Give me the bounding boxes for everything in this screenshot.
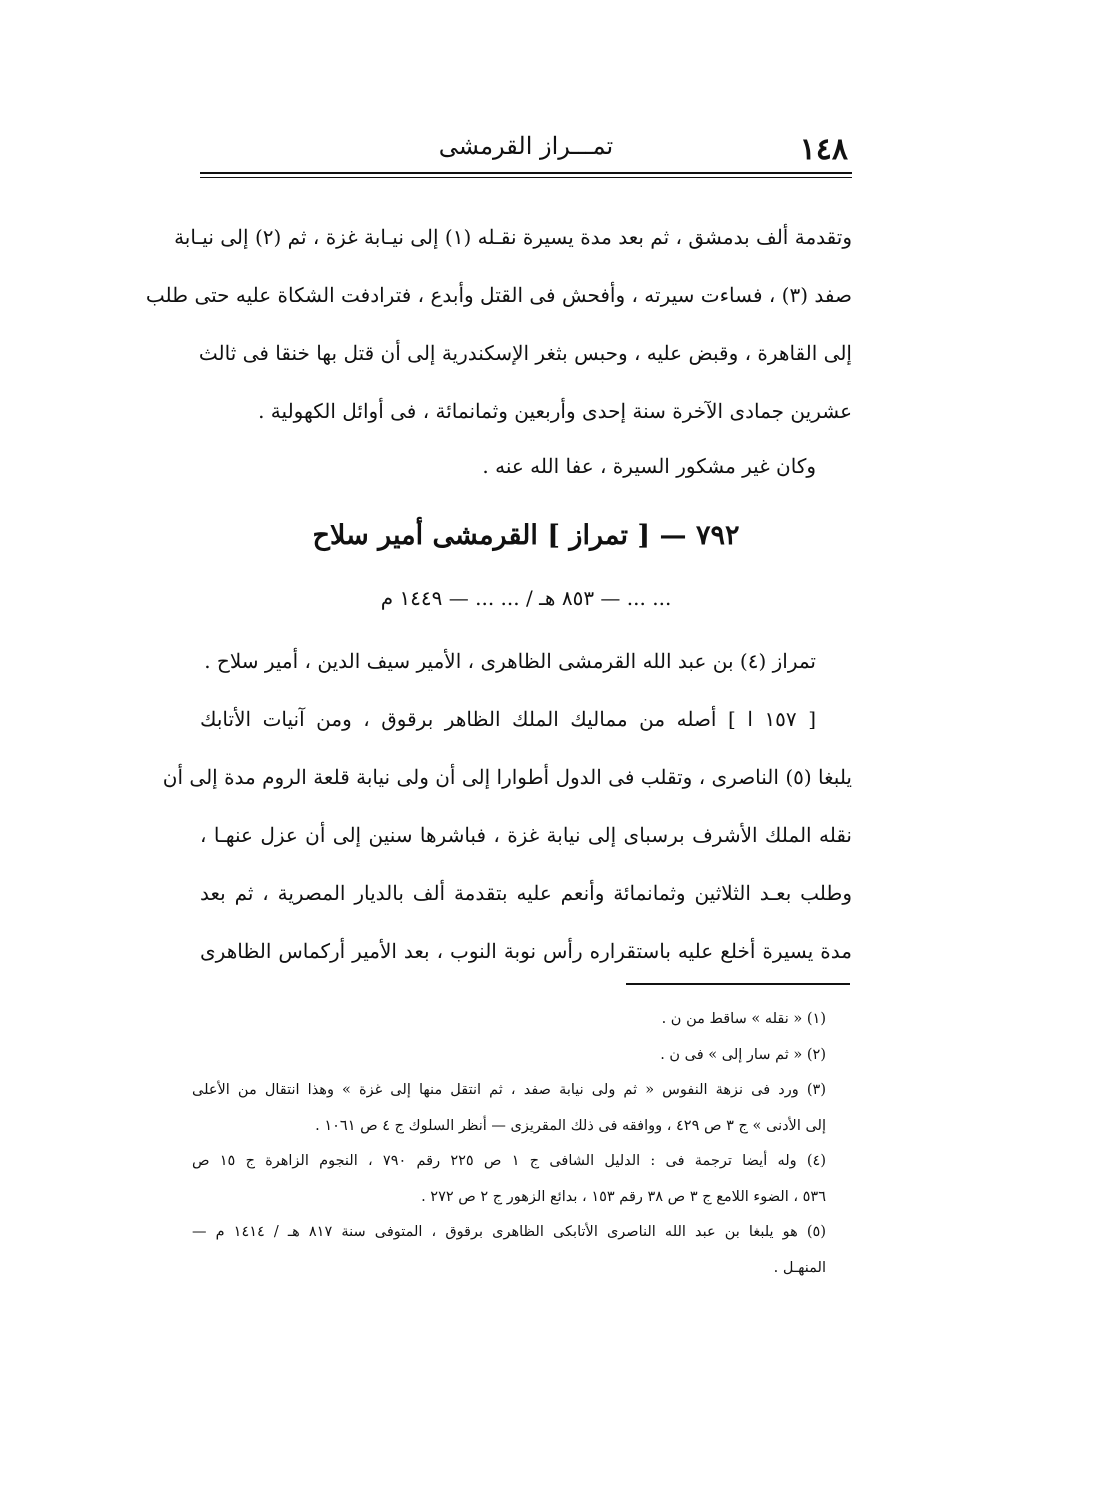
footnote-line: (١) « نقله » ساقط من ن . <box>661 1011 826 1027</box>
text-line: إلى القاهرة ، وقبض عليه ، وحبس بثغر الإسكندرية إلى أن قتل بها خنقا فى ثالث <box>198 341 852 365</box>
footnotes <box>192 1002 826 1286</box>
footnote-line: إلى الأدنى » ج ٣ ص ٤٢٩ ، ووافقه فى ذلك المقريزى — أنظر السلوك ج ٤ ص ١٠٦١ . <box>315 1117 826 1134</box>
running-header <box>200 120 852 172</box>
text-line: وكان غير مشكور السيرة ، عفا الله عنه . <box>482 454 816 478</box>
text-line: تمراز (٤) بن عبد الله القرمشى الظاهرى ، الأمير سيف الدين ، أمير سلاح . <box>204 649 816 673</box>
text-line: مدة يسيرة أخلع عليه باستقراره رأس نوبة النوب ، بعد الأمير أركماس الظاهرى <box>200 939 852 963</box>
text-line: عشرين جمادى الآخرة سنة إحدى وأربعين وثمانمائة ، فى أوائل الكهولية . <box>258 399 852 423</box>
footnote-separator <box>626 983 850 985</box>
intro-paragraph <box>145 208 852 440</box>
text-line: [ ١٥٧ ا ] أصله من مماليك الملك الظاهر برقوق ، ومن آنيات الأتابك <box>200 707 816 731</box>
entry-heading: ٧٩٢ — [ تمراز ] القرمشى أمير سلاح <box>312 520 740 551</box>
running-title: تمـــراز القرمشى <box>438 132 614 160</box>
header-rule <box>200 172 852 174</box>
text-line: صفد (٣) ، فساءت سيرته ، وأفحش فى القتل وأبدع ، فترادفت الشكاة عليه حتى طلب <box>145 283 852 307</box>
footnote-line: ٥٣٦ ، الضوء اللامع ج ٣ ص ٣٨ رقم ١٥٣ ، بدائع الزهور ج ٢ ص ٢٧٢ . <box>421 1188 826 1205</box>
closing-paragraph <box>200 437 852 495</box>
text-line: وتقدمة ألف بدمشق ، ثم بعد مدة يسيرة نقـله (١) إلى نيـابة غزة ، ثم (٢) إلى نيـابة <box>174 225 852 249</box>
text-line: يلبغا (٥) الناصرى ، وتقلب فى الدول أطوارا إلى أن ولى نيابة قلعة الروم مدة إلى أن <box>162 765 852 789</box>
footnote-line: (٣) ورد فى نزهة النفوس « ثم ولى نيابة صفد ، ثم انتقل منها إلى غزة » وهذا انتقال من الأعلى <box>192 1082 826 1098</box>
text-line: وطلب بعـد الثلاثين وثمانمائة وأنعم عليه بتقدمة ألف بالديار المصرية ، ثم بعد <box>200 881 852 905</box>
entry-body <box>162 632 852 980</box>
footnote-line: (٢) « ثم سار إلى » فى ن . <box>660 1046 826 1063</box>
footnote-line: (٤) وله أيضا ترجمة فى : الدليل الشافى ج ١ ص ٢٢٥ رقم ٧٩٠ ، النجوم الزاهرة ج ١٥ ص <box>192 1153 826 1169</box>
header-rule-thin <box>200 177 852 178</box>
entry-dates: ... ... — ٨٥٣ هـ / ... ... — ١٤٤٩ م <box>380 586 672 610</box>
footnote-line: المنهـل . <box>773 1259 826 1276</box>
footnote-line: (٥) هو يلبغا بن عبد الله الناصرى الأتابكى الظاهرى برقوق ، المتوفى سنة ٨١٧ هـ / ١٤١٤ م — <box>192 1224 827 1240</box>
text-line: نقله الملك الأشرف برسباى إلى نيابة غزة ، فباشرها سنين إلى أن عزل عنهـا ، <box>200 823 852 847</box>
page-number: ١٤٨ <box>799 132 848 167</box>
